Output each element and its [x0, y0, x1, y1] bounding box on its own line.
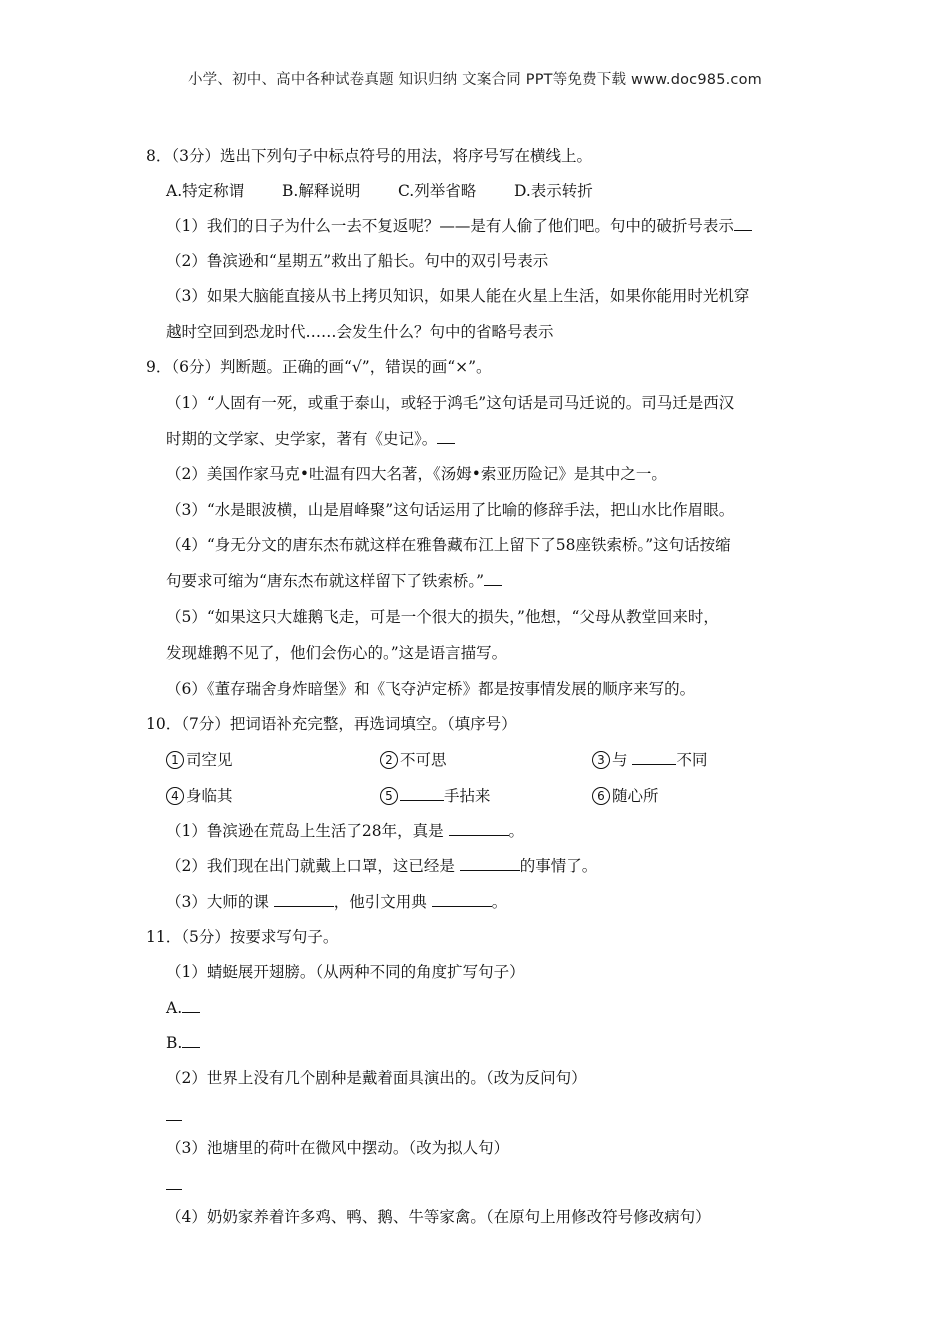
answer-blank[interactable] [432, 892, 492, 907]
q8-option-b: B.解释说明 [282, 182, 361, 200]
q9-sentence-5b: 发现雄鹅不见了，他们会伤心的。”这是语言描写。 [166, 644, 508, 662]
answer-blank[interactable] [400, 786, 444, 801]
q11-answer-a [166, 998, 200, 1018]
q11-sentence-4: （4）奶奶家养着许多鸡、鸭、鹅、牛等家禽。（在原句上用修改符号修改病句） [166, 1208, 711, 1226]
answer-blank[interactable] [632, 750, 676, 765]
q10-sentence-1-post: 。 [508, 822, 525, 840]
q8-option-a: A.特定称谓 [166, 182, 245, 200]
answer-blank[interactable] [182, 1033, 200, 1048]
q10-sentence-1-pre: （1）鲁滨逊在荒岛上生活了28年，真是 [166, 822, 449, 840]
q10-word-3-post: 不同 [676, 751, 708, 769]
q10-word-5 [380, 786, 491, 806]
q10-word-6-text: 随心所 [612, 787, 659, 805]
answer-blank[interactable] [166, 1189, 182, 1190]
q9-sentence-1b [166, 429, 455, 449]
q11-answer-b-label: B. [166, 1034, 183, 1052]
q10-sentence-3-mid: ，他引文用典 [333, 893, 432, 911]
page-header: 小学、初中、高中各种试卷真题 知识归纳 文案合同 PPT等免费下载 www.doc985.com [187, 72, 763, 88]
q10-sentence-3-post: 。 [491, 893, 508, 911]
q10-sentence-2-pre: （2）我们现在出门就戴上口罩，这已经是 [166, 857, 460, 875]
q10-word-1-text: 司空见 [186, 751, 233, 769]
q9-sentence-6: （6）《董存瑞舍身炸暗堡》和《飞夺泸定桥》都是按事情发展的顺序来写的。 [166, 680, 696, 698]
q10-word-3-pre: 与 [612, 751, 633, 769]
q10-sentence-3 [166, 892, 507, 912]
q10-word-1 [166, 750, 233, 770]
q8-option-d: D.表示转折 [514, 182, 593, 200]
answer-blank[interactable] [166, 1120, 182, 1121]
q9-sentence-4a: （4）“身无分文的唐东杰布就这样在雅鲁藏布江上留下了58座铁索桥。”这句话按缩 [166, 536, 731, 554]
q8-option-c: C.列举省略 [398, 182, 477, 200]
q11-sentence-2: （2）世界上没有几个剧种是戴着面具演出的。（改为反问句） [166, 1069, 587, 1087]
q9-sentence-4b [166, 571, 502, 591]
q8-sentence-2: （2）鲁滨逊和“星期五”救出了船长。句中的双引号表示 [166, 252, 549, 270]
q9-sentence-1a: （1）“人固有一死，或重于泰山，或轻于鸿毛”这句话是司马迁说的。司马迁是西汉 [166, 394, 735, 412]
q10-sentence-2 [166, 856, 597, 876]
q9-sentence-1b-text: 时期的文学家、史学家，著有《史记》。 [166, 430, 438, 448]
answer-blank[interactable] [734, 216, 752, 231]
circled-number: 6 [592, 787, 610, 805]
q8-title: 8．（3分）选出下列句子中标点符号的用法，将序号写在横线上。 [146, 147, 592, 165]
q8-options [166, 181, 593, 201]
q8-sentence-1 [166, 216, 752, 236]
circled-number: 2 [380, 751, 398, 769]
q10-word-3 [592, 750, 707, 770]
q11-title: 11．（5分）按要求写句子。 [146, 928, 339, 946]
q8-sentence-3a: （3）如果大脑能直接从书上拷贝知识，如果人能在火星上生活，如果你能用时光机穿 [166, 287, 750, 305]
circled-number: 4 [166, 787, 184, 805]
q10-title: 10．（7分）把词语补充完整，再选词填空。（填序号） [146, 715, 517, 733]
answer-blank[interactable] [484, 571, 502, 586]
q10-word-2 [380, 750, 447, 770]
q9-title: 9．（6分）判断题。正确的画“√”，错误的画“×”。 [146, 358, 492, 376]
q11-sentence-1: （1）蜻蜓展开翅膀。（从两种不同的角度扩写句子） [166, 963, 525, 981]
q10-sentence-1 [166, 821, 524, 841]
answer-blank[interactable] [274, 892, 334, 907]
q10-word-4-text: 身临其 [186, 787, 233, 805]
q11-sentence-3: （3）池塘里的荷叶在微风中摆动。（改为拟人句） [166, 1139, 510, 1157]
q9-sentence-3: （3）“水是眼波横，山是眉峰聚”这句话运用了比喻的修辞手法，把山水比作眉眼。 [166, 501, 735, 519]
q10-sentence-2-post: 的事情了。 [519, 857, 598, 875]
q10-sentence-3-pre: （3）大师的课 [166, 893, 274, 911]
q8-sentence-1-text: （1）我们的日子为什么一去不复返呢？——是有人偷了他们吧。句中的破折号表示 [166, 217, 734, 235]
answer-blank[interactable] [182, 998, 200, 1013]
q11-answer-a-label: A. [166, 999, 183, 1017]
answer-blank[interactable] [460, 856, 520, 871]
q10-word-4 [166, 786, 233, 806]
q9-sentence-2: （2）美国作家马克•吐温有四大名著，《汤姆•索亚历险记》是其中之一。 [166, 465, 667, 483]
circled-number: 5 [380, 787, 398, 805]
q8-sentence-3b: 越时空回到恐龙时代……会发生什么？句中的省略号表示 [166, 323, 554, 341]
q10-word-5-post: 手拈来 [444, 787, 491, 805]
circled-number: 3 [592, 751, 610, 769]
q10-word-2-text: 不可思 [400, 751, 447, 769]
q9-sentence-5a: （5）“如果这只大雄鹅飞走，可是一个很大的损失，”他想，“父母从教堂回来时， [166, 608, 719, 626]
q9-sentence-4b-text: 句要求可缩为“唐东杰布就这样留下了铁索桥。” [166, 572, 485, 590]
q10-word-6 [592, 786, 659, 806]
circled-number: 1 [166, 751, 184, 769]
answer-blank[interactable] [437, 429, 455, 444]
answer-blank[interactable] [449, 821, 509, 836]
q11-answer-b [166, 1033, 200, 1053]
